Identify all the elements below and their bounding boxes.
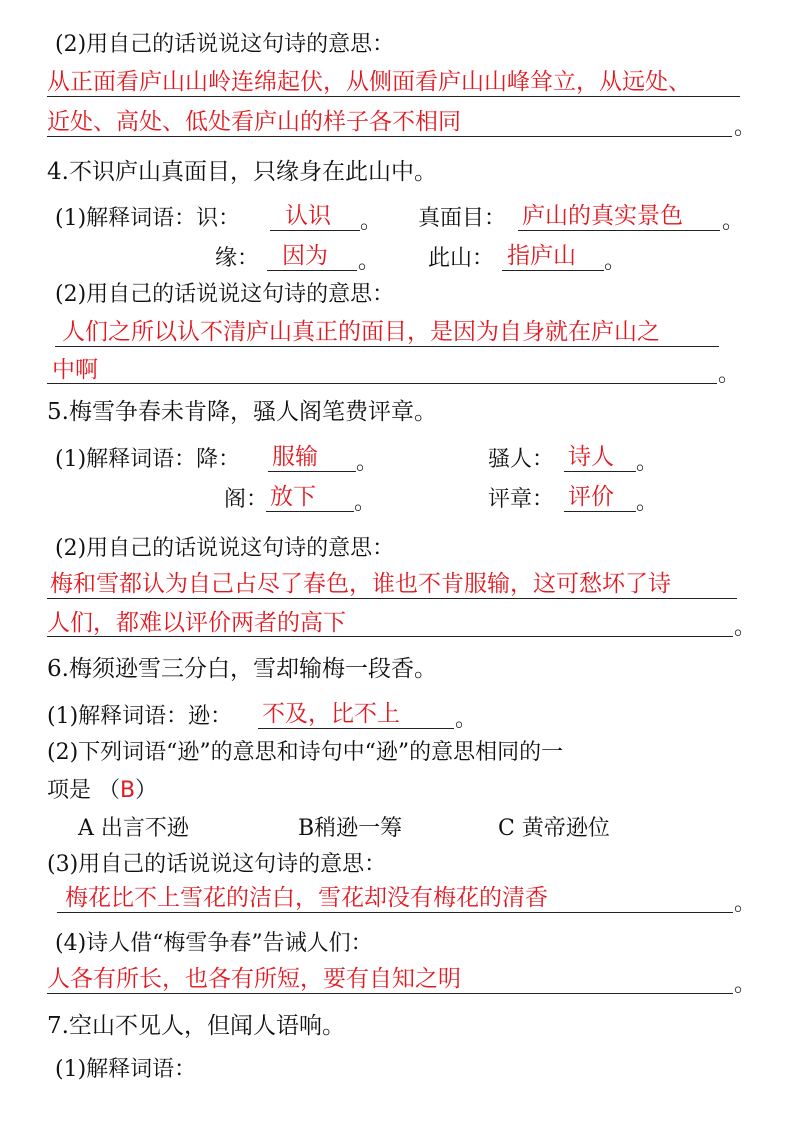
answer-underline (266, 511, 354, 512)
s7-heading: 7.空山不见人，但闻人语响。 (47, 1013, 345, 1039)
s5-answer-pingzhang: 评价 (568, 484, 614, 510)
s5-answer-ge: 放下 (270, 484, 316, 510)
s3-answer-line-1: 从正面看庐山山岭连绵起伏，从侧面看庐山山峰耸立，从远处、 (47, 69, 691, 95)
s6-answer-4: 人各有所长，也各有所短，要有自知之明 (47, 966, 461, 992)
s6-option-a: A 出言不逊 (78, 816, 189, 841)
s5-answer-jiang: 服输 (272, 444, 318, 470)
period: 。 (718, 362, 741, 387)
s6-q2-prompt: 项是 （ (47, 778, 120, 803)
s6-option-c: C 黄帝逊位 (498, 816, 610, 841)
answer-underline (270, 230, 360, 231)
period: 。 (734, 972, 757, 997)
s6-q2-close: ） (135, 778, 158, 803)
period: 。 (358, 249, 381, 274)
s4-answer-zhenmianmu: 庐山的真实景色 (522, 203, 683, 229)
period: 。 (734, 115, 757, 140)
s3-question-2: (2)用自己的话说说这句诗的意思： (55, 32, 395, 57)
s5-answer-line-1: 梅和雪都认为自己占尽了春色，谁也不肯服输，这可愁坏了诗 (50, 571, 671, 597)
s6-question-3: (3)用自己的话说说这句诗的意思： (47, 852, 387, 877)
s4-answer-cishan: 指庐山 (507, 243, 576, 269)
s4-question-2: (2)用自己的话说说这句诗的意思： (55, 282, 395, 307)
answer-underline (564, 471, 636, 472)
s4-label-cishan: 此山： (428, 246, 495, 271)
answer-underline (564, 511, 636, 512)
s4-answer-line-1: 人们之所以认不清庐山真正的面目，是因为自身就在庐山之 (62, 319, 660, 345)
period: 。 (734, 891, 757, 916)
s7-q1-label: (1)解释词语： (55, 1057, 197, 1082)
s4-label-yuan: 缘： (215, 246, 260, 271)
s4-q1-label: (1)解释词语：识： (55, 206, 241, 231)
answer-underline (47, 636, 733, 637)
answer-underline (55, 346, 719, 347)
s6-q2-line-1: (2)下列词语“逊”的意思和诗句中“逊”的意思相同的一 (47, 740, 564, 765)
period: 。 (354, 490, 377, 515)
period: 。 (636, 490, 659, 515)
answer-underline (268, 471, 356, 472)
period: 。 (604, 249, 627, 274)
answer-underline (47, 993, 733, 994)
period: 。 (734, 615, 757, 640)
answer-underline (47, 383, 717, 384)
s5-question-2: (2)用自己的话说说这句诗的意思： (55, 536, 395, 561)
period: 。 (356, 450, 379, 475)
s4-heading: 4.不识庐山真面目，只缘身在此山中。 (47, 159, 437, 185)
answer-underline (57, 912, 733, 913)
s6-heading: 6.梅须逊雪三分白，雪却输梅一段香。 (47, 656, 437, 682)
s4-answer-shi: 认识 (285, 203, 331, 229)
period: 。 (360, 209, 383, 234)
s3-answer-line-2: 近处、高处、低处看庐山的样子各不相同 (47, 109, 461, 135)
s5-heading: 5.梅雪争春未肯降，骚人阁笔费评章。 (47, 399, 437, 425)
answer-underline (502, 270, 604, 271)
s6-option-b: B稍逊一筹 (298, 816, 403, 841)
period: 。 (636, 450, 659, 475)
s6-answer-xun: 不及，比不上 (262, 701, 400, 727)
s6-q1-label: (1)解释词语：逊： (47, 704, 233, 729)
answer-underline (258, 728, 454, 729)
answer-underline (47, 136, 732, 137)
s4-label-zhenmianmu: 真面目： (418, 206, 507, 231)
answer-underline (518, 230, 720, 231)
s6-q2-line-2 (47, 777, 157, 805)
s5-label-pingzhang: 评章： (488, 487, 555, 512)
s6-answer-3: 梅花比不上雪花的洁白，雪花却没有梅花的清香 (65, 885, 548, 911)
answer-underline (47, 96, 740, 97)
answer-underline (47, 598, 737, 599)
period: 。 (455, 707, 478, 732)
s6-question-4: (4)诗人借“梅雪争春”告诫人们： (55, 931, 373, 956)
s5-answer-saoren: 诗人 (568, 444, 614, 470)
s6-q2-answer: B (120, 778, 136, 803)
s5-label-ge: 阁： (224, 487, 269, 512)
s4-answer-yuan: 因为 (282, 243, 328, 269)
answer-underline (267, 270, 357, 271)
s5-label-saoren: 骚人： (488, 447, 555, 472)
s5-answer-line-2: 人们，都难以评价两者的高下 (47, 610, 346, 636)
s4-answer-line-2: 中啊 (52, 357, 98, 383)
period: 。 (722, 209, 745, 234)
s5-q1-label: (1)解释词语：降： (55, 447, 241, 472)
